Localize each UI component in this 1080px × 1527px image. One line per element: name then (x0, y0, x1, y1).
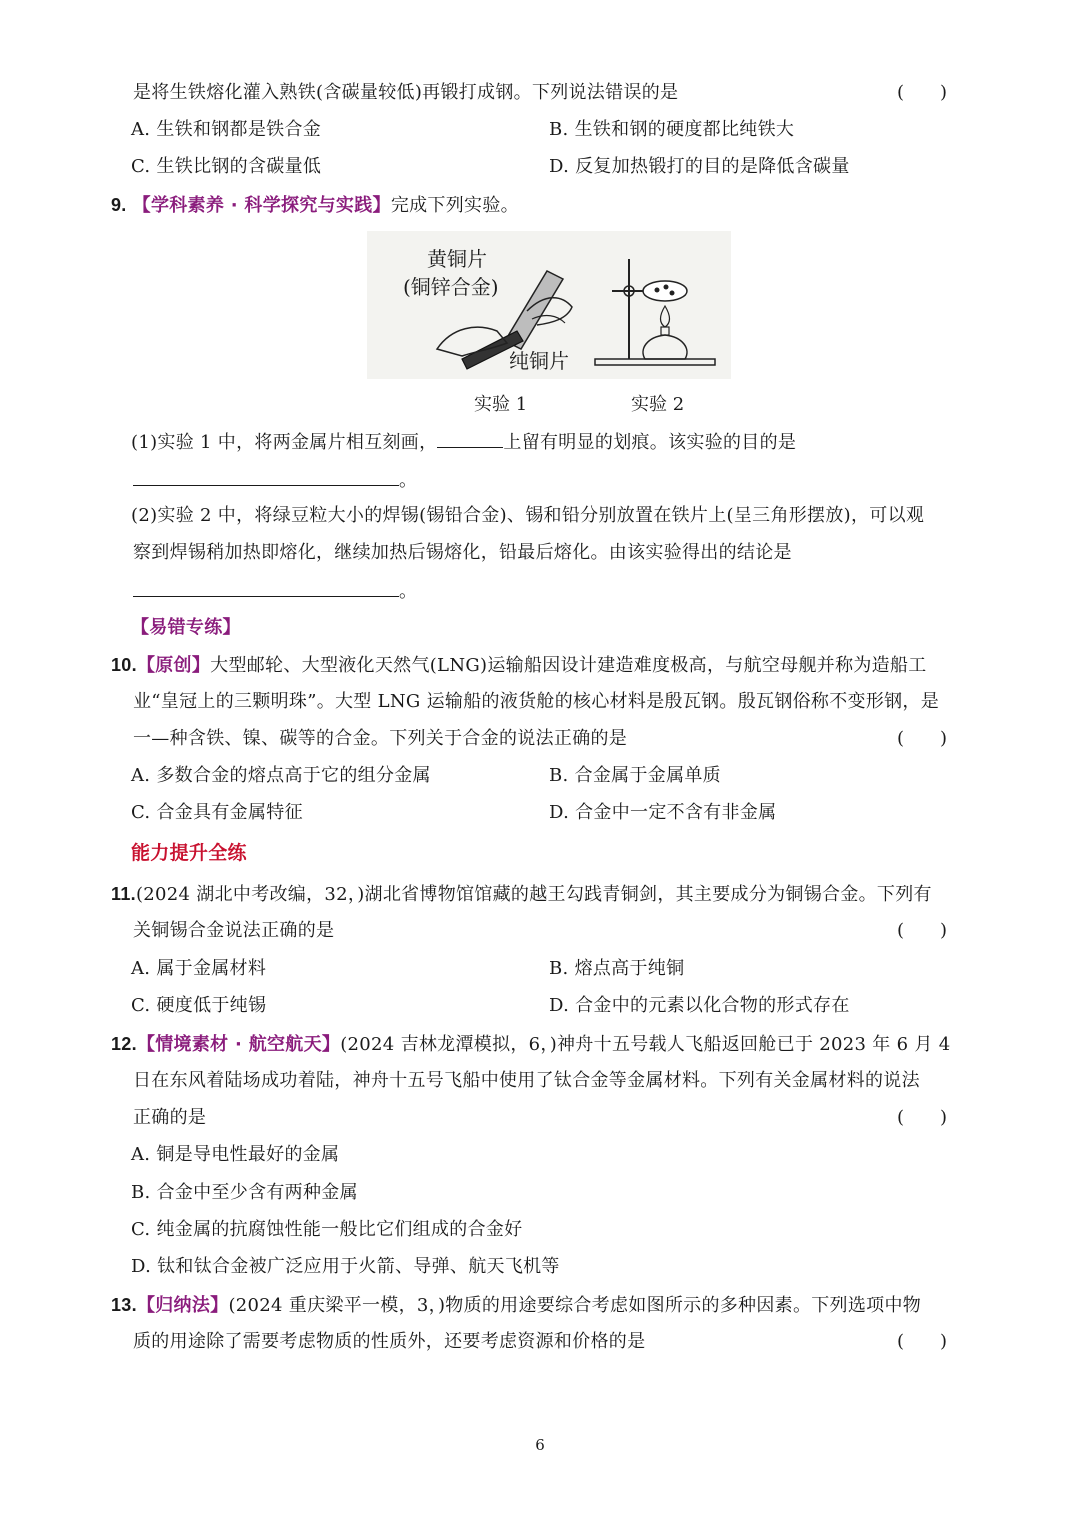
q10-option-b: B. 合金属于金属单质 (549, 765, 721, 786)
q12-option-c: C. 纯金属的抗腐蚀性能一般比它们组成的合金好 (131, 1219, 523, 1240)
q10-option-c: C. 合金具有金属特征 (131, 802, 303, 823)
q8-option-d: D. 反复加热锻打的目的是降低含碳量 (549, 156, 850, 177)
q9-part1-answer (133, 467, 417, 494)
q12-option-a: A. 铜是导电性最好的金属 (131, 1144, 340, 1165)
label-brass-alloy: (铜锌合金) (403, 275, 499, 299)
q9-part2-answer (133, 578, 417, 605)
q8-option-c: C. 生铁比钢的含碳量低 (131, 156, 322, 177)
q11-answer-paren: ( ) (897, 920, 948, 941)
q11-text-1: (2024 湖北中考改编，32，)湖北省博物馆馆藏的越王勾践青铜剑，其主要成分为铜锡合金。下列有 (135, 884, 932, 905)
q13-stem-line1 (111, 1292, 921, 1319)
q9-blank-3[interactable] (133, 578, 399, 597)
q10-text-1: 大型邮轮、大型液化天然气(LNG)运输船因设计建造难度极高，与航空母舰并称为造船工 (210, 655, 927, 676)
q12-tag: 【情境素材 · 航空航天】 (136, 1034, 341, 1055)
q9-part1-b: 上留有明显的划痕。该实验的目的是 (503, 432, 797, 453)
q12-number: 12. (111, 1034, 137, 1054)
q10-option-a: A. 多数合金的熔点高于它的组分金属 (131, 765, 431, 786)
q10-option-d: D. 合金中一定不含有非金属 (549, 802, 777, 823)
q10-answer-paren: ( ) (897, 728, 948, 749)
q12-stem-line3: 正确的是 (133, 1107, 207, 1128)
q8-stem-tail: 是将生铁熔化灌入熟铁(含碳量较低)再锻打成钢。下列说法错误的是 (133, 82, 679, 103)
label-brass: 黄铜片 (427, 247, 487, 271)
q13-number: 13. (111, 1295, 137, 1315)
q10-stem-line2: 业“皇冠上的三颗明珠”。大型 LNG 运输船的液货舱的核心材料是殷瓦钢。殷瓦钢俗称不变形钢，是 (133, 691, 940, 712)
q13-answer-paren: ( ) (897, 1331, 948, 1352)
q9-part1-a: (1)实验 1 中，将两金属片相互刻画， (131, 432, 438, 453)
q13-text-1: (2024 重庆梁平一模，3，)物质的用途要综合考虑如图所示的多种因素。下列选项中物 (228, 1295, 922, 1316)
q12-option-b: B. 合金中至少含有两种金属 (131, 1182, 358, 1203)
section-easy-errors: 【易错专练】 (131, 617, 241, 638)
q11-number: 11. (111, 884, 136, 904)
q11-stem-line2: 关铜锡合金说法正确的是 (133, 920, 335, 941)
q8-option-b: B. 生铁和钢的硬度都比纯铁大 (549, 119, 795, 140)
q9-number: 9. (111, 195, 127, 215)
experiment-figure (367, 231, 731, 379)
q8-answer-paren: ( ) (897, 82, 948, 103)
q9-tag: 【学科素养 · 科学探究与实践】 (132, 195, 391, 216)
q13-tag: 【归纳法】 (136, 1295, 229, 1316)
q11-option-d: D. 合金中的元素以化合物的形式存在 (549, 995, 850, 1016)
q9-text: 完成下列实验。 (390, 195, 519, 216)
q11-option-a: A. 属于金属材料 (131, 958, 267, 979)
caption-experiment-1: 实验 1 (474, 394, 528, 415)
iron-stand-drawing (595, 259, 715, 365)
q9-part2-line2: 察到焊锡稍加热即熔化，继续加热后锡熔化，铅最后熔化。由该实验得出的结论是 (133, 542, 792, 563)
q9-blank-1[interactable] (437, 429, 503, 448)
q9-part1 (131, 429, 796, 456)
label-pure-copper: 纯铜片 (509, 349, 569, 373)
q11-option-b: B. 熔点高于纯铜 (549, 958, 685, 979)
q10-tag: 【原创】 (136, 655, 211, 676)
q9-part2-line1: (2)实验 2 中，将绿豆粒大小的焊锡(锡铅合金)、锡和铅分别放置在铁片上(呈三角形摆放)，可以观 (131, 505, 925, 526)
q12-option-d: D. 钛和钛合金被广泛应用于火箭、导弹、航天飞机等 (131, 1256, 560, 1277)
q12-answer-paren: ( ) (897, 1107, 948, 1128)
q10-stem-line1 (111, 652, 927, 679)
section-ability-heading: 能力提升全练 (131, 842, 247, 864)
q9-blank-2[interactable] (133, 467, 399, 486)
q10-stem-line3: 一—种含铁、镍、碳等的合金。下列关于合金的说法正确的是 (133, 728, 628, 749)
q11-stem-line1 (111, 881, 932, 908)
page-number: 6 (535, 1436, 545, 1454)
q12-stem-line2: 日在东风着陆场成功着陆，神舟十五号飞船中使用了钛合金等金属材料。下列有关金属材料的说法 (133, 1070, 920, 1091)
q9-part2-period: 。 (399, 581, 418, 602)
q13-stem-line2: 质的用途除了需要考虑物质的性质外，还要考虑资源和价格的是 (133, 1331, 646, 1352)
q8-option-a: A. 生铁和钢都是铁合金 (131, 119, 322, 140)
q10-number: 10. (111, 655, 137, 675)
q9-part1-period: 。 (399, 470, 418, 491)
q9-stem (111, 192, 519, 219)
q12-stem-line1 (111, 1031, 950, 1058)
caption-experiment-2: 实验 2 (631, 394, 685, 415)
q12-text-1: (2024 吉林龙潭模拟，6，)神舟十五号载人飞船返回舱已于 2023 年 6 月 4 (340, 1034, 951, 1055)
q11-option-c: C. 硬度低于纯锡 (131, 995, 267, 1016)
